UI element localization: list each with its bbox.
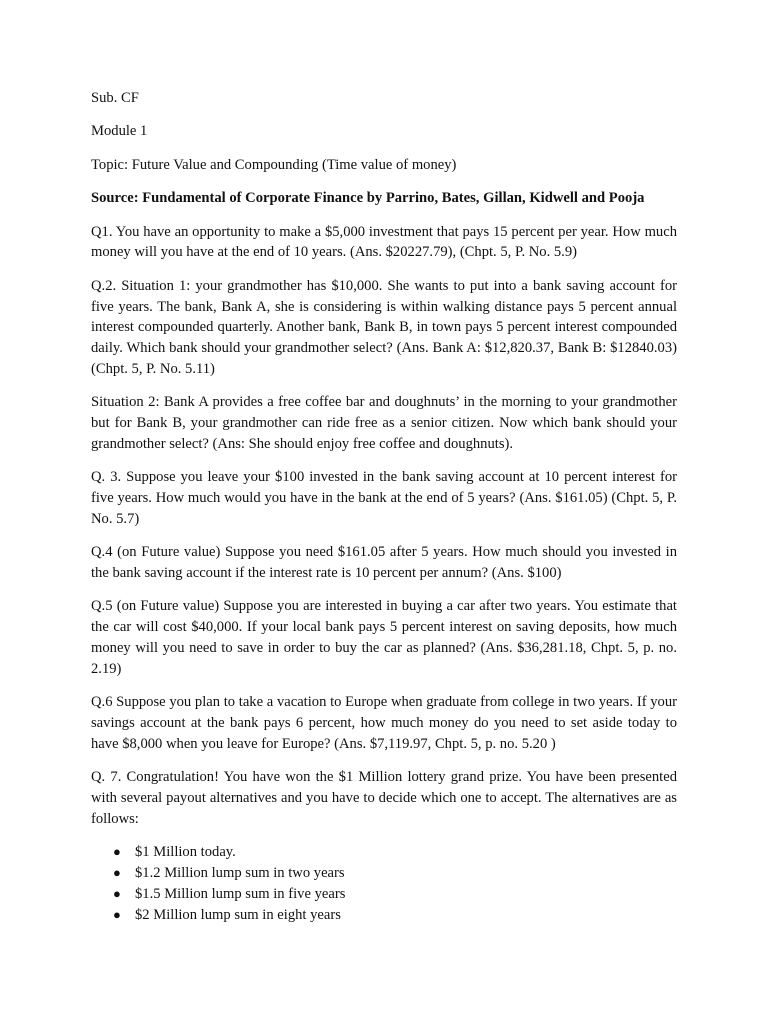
question-5: Q.5 (on Future value) Suppose you are interested in buying a car after two years. You estimate that the car will cost $40,000. If your local bank pays 5 percent interest on saving deposits, how much money will you need to save in order to buy the car as planned? (Ans. $36,281.18, Chpt. 5, p. no. 2.19) [91,598,677,677]
bullet-icon: ● [113,906,121,922]
question-7: Q. 7. Congratulation! You have won the $1 Million lottery grand prize. You have been presented with several payout alternatives and you have to decide which one to accept. The alternatives are as follows: [91,769,677,827]
document-page [91,88,677,925]
list-item-text: $1.5 Million lump sum in five years [135,885,346,902]
question-2: Q.2. Situation 1: your grandmother has $10,000. She wants to put into a bank saving account for five years. The bank, Bank A, she is considering is within walking distance pays 5 percent annual interest compounded quarterly. Another bank, Bank B, in town pays 5 percent interest compounded daily. Which bank should your grandmother select? (Ans. Bank A: $12,820.37, Bank B: $12840.03) (Chpt. 5, P. No. 5.11) [91,277,677,377]
list-item [91,863,677,884]
question-6: Q.6 Suppose you plan to take a vacation to Europe when graduate from college in two years. If your savings account at the bank pays 6 percent, how much money do you need to set aside today to have $8,000 when you leave for Europe? (Ans. $7,119.97, Chpt. 5, p. no. 5.20 ) [91,694,677,752]
list-item [91,884,677,905]
source-line: Source: Fundamental of Corporate Finance by Parrino, Bates, Gillan, Kidwell and Pooja [91,190,645,207]
list-item-text: $2 Million lump sum in eight years [135,906,341,923]
subject-line: Sub. CF [91,90,139,106]
list-item [91,842,677,863]
list-item [91,905,677,926]
question-2-situation-2: Situation 2: Bank A provides a free coffee bar and doughnuts’ in the morning to your grandmother but for Bank B, your grandmother can ride free as a senior citizen. Now which bank should your grandmother select? (Ans: She should enjoy free coffee and doughnuts). [91,394,677,452]
list-item-text: $1 Million today. [135,844,236,861]
question-3: Q. 3. Suppose you leave your $100 invested in the bank saving account at 10 percent interest for five years. How much would you have in the bank at the end of 5 years? (Ans. $161.05) (Chpt. 5, P. No. 5.7) [91,469,677,527]
module-line: Module 1 [91,123,148,140]
question-4: Q.4 (on Future value) Suppose you need $161.05 after 5 years. How much should you invested in the bank saving account if the interest rate is 10 percent per annum? (Ans. $100) [91,544,677,582]
list-item-text: $1.2 Million lump sum in two years [135,865,345,882]
bullet-icon: ● [113,844,121,860]
topic-line: Topic: Future Value and Compounding (Time value of money) [91,156,457,173]
question-1: Q1. You have an opportunity to make a $5,000 investment that pays 15 percent per year. How much money will you have at the end of 10 years. (Ans. $20227.79), (Chpt. 5, P. No. 5.9) [91,223,677,261]
bullet-icon: ● [113,865,121,881]
bullet-icon: ● [113,885,121,901]
payout-alternatives-list [91,842,677,925]
